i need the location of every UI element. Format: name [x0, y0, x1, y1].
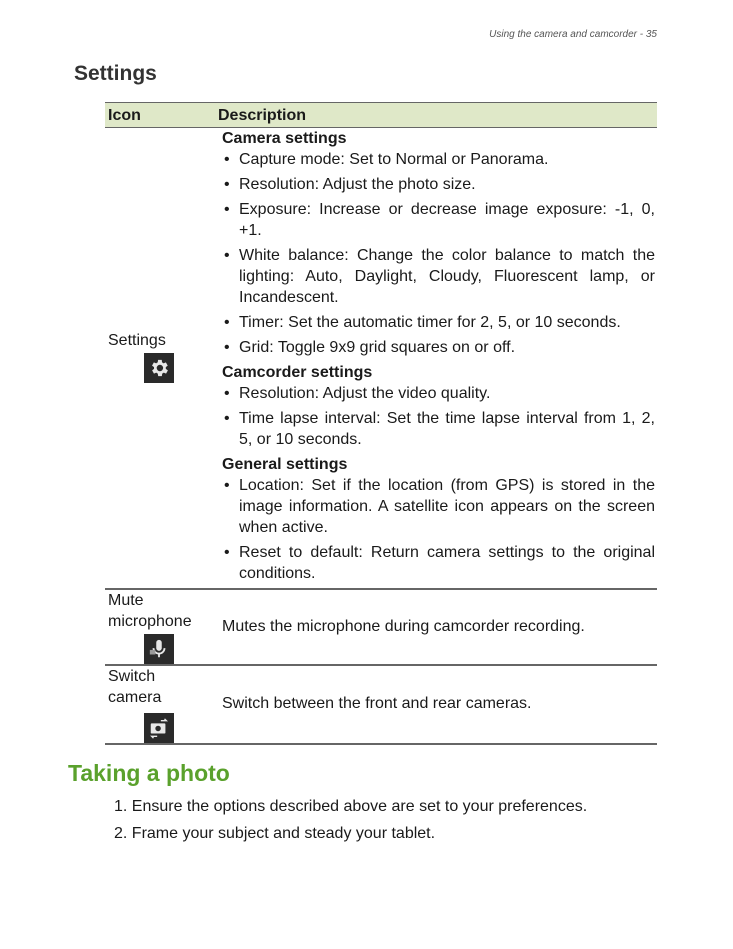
list-item: 2. Frame your subject and steady your tablet. — [114, 825, 436, 842]
settings-table — [105, 102, 657, 745]
section-title-settings: Settings — [74, 62, 157, 85]
running-header: Using the camera and camcorder - 35 — [489, 29, 657, 40]
list-item: • Resolution: Adjust the photo size. — [222, 174, 655, 195]
section-title-taking-photo: Taking a photo — [68, 760, 230, 786]
list-item: • White balance: Change the color balance to match the lighting: Auto, Daylight, Cloudy, Fluorescent lamp, or Incandescent. — [222, 245, 655, 308]
settings-icon-label: Settings — [108, 332, 166, 349]
icon-cell-settings — [105, 128, 215, 590]
list-item: • Time lapse interval: Set the time lapse interval from 1, 2, 5, or 10 seconds. — [222, 408, 655, 450]
list-item: • Exposure: Increase or decrease image exposure: -1, 0, +1. — [222, 199, 655, 241]
microphone-mute-icon — [144, 634, 174, 664]
group-title-camera: Camera settings — [222, 130, 347, 147]
general-settings-list — [222, 475, 655, 584]
camera-switch-icon — [144, 713, 174, 743]
description-cell-settings — [215, 128, 657, 590]
group-title-camcorder: Camcorder settings — [222, 364, 373, 381]
switch-label-line-1: Switch — [108, 668, 156, 685]
table-header-row — [105, 103, 657, 128]
mute-label-line-2: microphone — [108, 613, 192, 630]
list-item: • Location: Set if the location (from GPS) is stored in the image information. A satellite icon appears on the screen when active. — [222, 475, 655, 538]
table-row-switch-camera — [105, 665, 657, 744]
switch-description: Switch between the front and rear cameras. — [222, 694, 532, 712]
icon-cell-mute — [105, 589, 215, 665]
icon-cell-switch — [105, 665, 215, 744]
table-row-settings — [105, 128, 657, 590]
list-item: • Capture mode: Set to Normal or Panorama. — [222, 149, 655, 170]
list-item: • Reset to default: Return camera settings to the original conditions. — [222, 542, 655, 584]
camcorder-settings-list — [222, 383, 655, 450]
gear-icon — [144, 353, 174, 383]
group-title-general: General settings — [222, 456, 348, 473]
list-item: 1. Ensure the options described above are set to your preferences. — [114, 798, 588, 815]
list-item: • Timer: Set the automatic timer for 2, 5, or 10 seconds. — [222, 312, 655, 333]
description-cell-mute — [215, 589, 657, 665]
taking-photo-steps — [114, 796, 587, 850]
mute-label-line-1: Mute — [108, 592, 144, 609]
column-header-description: Description — [215, 103, 657, 128]
mute-description: Mutes the microphone during camcorder recording. — [222, 618, 585, 635]
list-item: • Grid: Toggle 9x9 grid squares on or off. — [222, 337, 655, 358]
camera-settings-list — [222, 149, 655, 358]
switch-label-line-2: camera — [108, 689, 162, 706]
column-header-icon: Icon — [105, 103, 215, 128]
description-cell-switch — [215, 665, 657, 744]
list-item: • Resolution: Adjust the video quality. — [222, 383, 655, 404]
table-row-mute-microphone — [105, 589, 657, 665]
